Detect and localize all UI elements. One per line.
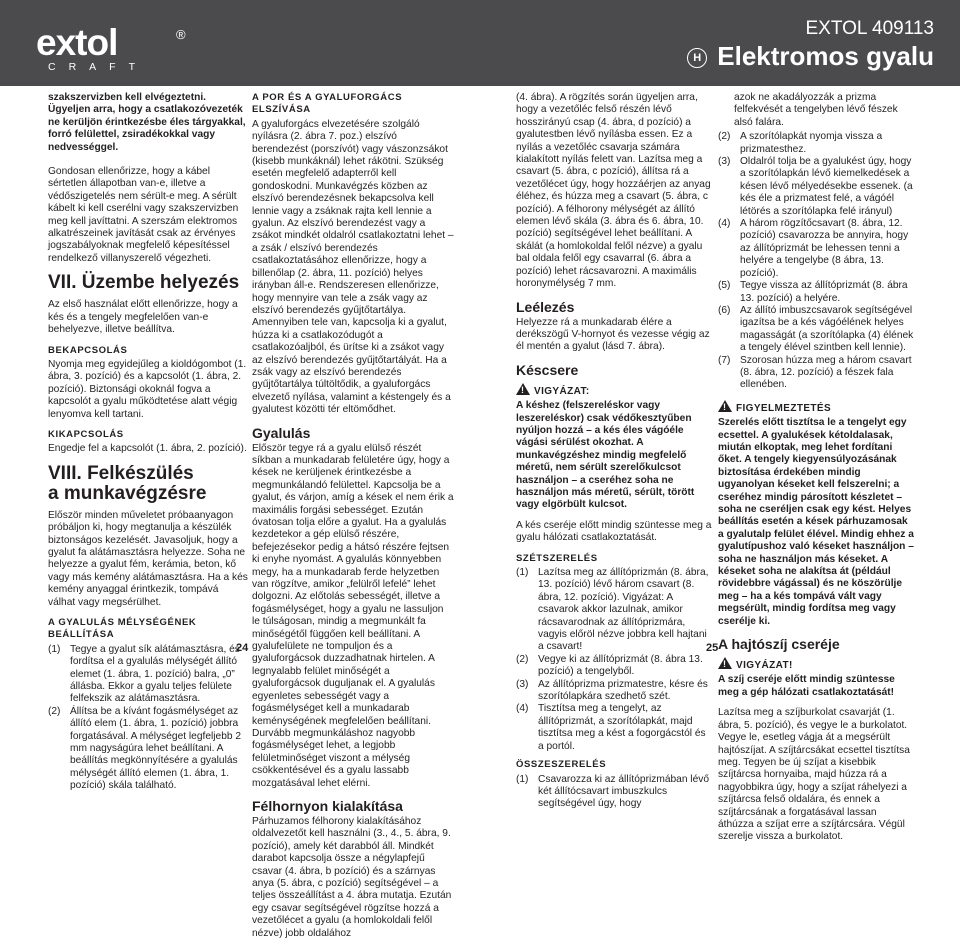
list-item <box>718 131 914 156</box>
paragraph: Párhuzamos félhorony kialakításához oldalvezetőt kell használni (3., 4., 5. ábra, 9. pozíció), amely két darabból áll. Mindkét darabot kapcsolja össze a négylapfejű csavar (4. ábra, b pozíció) és a szárnyas anya (5. ábra, c pozíció) segítségével – a teljes összeállítást a 4. ábra mutatja. Ezután egy csavar segítségével rögzítse hozzá a vezetőlécet a gyalu (a homlokoldali felől nézve) jobb oldalához <box>252 815 452 939</box>
section-heading: Gyalulás <box>252 424 311 441</box>
item-number: (1) <box>516 773 529 785</box>
item-number: (4) <box>718 218 731 230</box>
list-item <box>718 218 914 280</box>
warning-label <box>516 383 712 398</box>
item-text: Tisztítsa meg a tengelyt, az állítóprizmát, a szorítólapkát, majd tisztítsa meg a kést a fogorgácstól és a portól. <box>538 703 706 752</box>
warning-text: VIGYÁZAT: <box>534 385 590 397</box>
list-item <box>516 654 712 679</box>
paragraph: Engedje fel a kapcsolót (1. ábra, 2. pozíció). <box>48 443 247 455</box>
list-item <box>718 280 914 305</box>
item-text: A szorítólapkát nyomja vissza a prizmatesthez. <box>740 131 883 155</box>
paragraph: A gyaluforgács elvezetésére szolgáló nyílásra (2. ábra 7. poz.) elszívó berendezést (porszívót) vagy vászonzsákot (kisebb munkáknál) lehet rákötni. Szükség esetén megfelelő adapterről kell gondoskodni. Munkavégzés közben az elszívó berendezésnek bekapcsolva kell lennie vagy a zsáknak rajta kell lennie a gyalun. Az elszívó berendezést vagy a zsákot mindkét oldalról csatlakoztatni lehet – a zsák / elszívó berendezés csatlakoztatásához ellenőrizze, hogy a billenőlap (2. ábra, 11. pozíció) helyes irányban áll-e. Rendszeresen ellenőrizze, hogy mennyire van tele a zsák vagy az elszívó berendezés gyűjtőtartálya. Amennyiben tele van, kapcsolja ki a gyalut, húzza ki a csatlakozódugót a csatlakozóaljból, és ürítse ki a zsákot vagy az elszívó berendezés gyűjtőtartályát. Ha a zsák vagy az elszívó berendezés gyűjtőtartálya túltöltődik, a gyaluforgács elvezető nyílása, valamint a késtengely és a gyalutest közötti tér eltömődhet. <box>252 118 454 416</box>
list-item <box>516 774 712 811</box>
warning-icon <box>516 383 530 395</box>
page-number-right: 25 <box>706 642 719 654</box>
column-4 <box>718 92 914 852</box>
paragraph: Az első használat előtt ellenőrizze, hogy a kés és a tengely megfelelően van-e behelyezve, illetve beállítva. <box>48 299 238 336</box>
paragraph: (4. ábra). A rögzítés során ügyeljen arra, hogy a vezetőléc felső részén lévő hosszirányú csap (4. ábra, d pozíció) a gyalutestben lévő nyílásba essen. Ez a nyílás a vezetőléc csavarja számára kialakított nyílás felett van. Lazítsa meg a csavart (5. ábra, c pozíció), állítsa rá a vezetőlécet úgy, hogy hozzáérjen az anyag éléhez, és húzza meg a csavart (5. ábra, c pozíció). A félhorony mélységét az állító elemen lévő skála (3. ábra és 6. ábra, 10. pozíció) segítségével lehet beállítani. A skálát (a homlokoldal felől nézve) a gyalu bal oldala felől egy csavarral (6. ábra a pozíció) lehet rácsavarozni. A maximális horonymélység 7 mm. <box>516 92 711 290</box>
paragraph: Először tegye rá a gyalu elülső részét síkban a munkadarab felületére úgy, hogy a kések ne kerüljenek érintkezésbe a megmunkálandó felülettel. Kapcsolja be a gyalut, és várjon, amíg a kések el nem érik a maximális forgási sebességet. Ezután óvatosan tolja előre a gyalut. Ha a gyalulás kezdetekor a gép elülső részére, befejezésekor pedig a hátsó részére fejtsen ki enyhe nyomást. A gyalulás könnyebben megy, ha a munkadarab ferde helyzetben van rögzítve, amikor „felülről lefelé” lehet dolgozni. Az előtolás sebességét, illetve a fogásmélységet, hogy a gyalu ne lassuljon le túlságosan, mindig a megmunkált fa minőségétől függően kell beállítani. A gyalufelülete ne tompuljon és a gyaluforgácsok duzzadhatnak hirtelen. A legnyalabb felület minőségét a gyaluforgácsok duguljanak el. A gyalulás egyenletes sebességét vagy a fogásmélységet kell a munkadarab keménységének megfelelően beállítani. Durvább megmunkáláshoz nagyobb fogásmélységet lehet, a legjobb felületminőséget viszont a mélység csökkentésével és a gyalu lassabb mozgatásával lehet elérni. <box>252 442 454 789</box>
column-2 <box>252 92 454 948</box>
product-heading <box>687 18 934 71</box>
product-title-line <box>687 41 934 71</box>
item-text: Tegye a gyalut sík alátámasztásra, és fordítsa el a gyalulás mélységét állító elemet (1. ábra, 1. pozíció) balra, „0” állásba. Ekkor a gyalu teljes felülete felfekszik az alátámasztásra. <box>70 643 240 705</box>
list-item <box>718 156 914 218</box>
language-badge: H <box>687 48 707 68</box>
paragraph: Szerelés előtt tisztítsa le a tengelyt egy ecsettel. A gyalukések kétoldalasak, miután elkoptak, meg lehet fordítani őket. A tengely kiegyensúlyozásának biztosítása érdekében mindig ugyanolyan késeket kell felszerelni; a cseréhez mindig párosított készletet – soha ne cseréljen csak egy kést. Helyes beállítás esetén a kések párhuzamosak a gyalutalp felület élével. Mindig ehhez a gyalutípushoz való késeket használjon – soha ne használjon más késeket. A késeket soha ne alakítsa át (például rövidebbre vágással) és ne köszörülje meg – ha a kés tompává vált vagy megsérült, mindig fordítsa meg vagy cserélje ki. <box>718 417 914 627</box>
subheading: BEKAPCSOLÁS <box>48 344 128 356</box>
warning-label <box>718 657 914 672</box>
paragraph: A késhez (felszereléskor vagy leszereléskor) csak védőkesztyűben nyúljon hozzá – a kés éles vágóéle vágási sérülést okozhat. A munkavégzéshez mindig megfelelő méretű, nem sérült szerelőkulcsot használjon – a cseréhez soha ne használjon más méretű, sérült, törött vagy elgörbült kulcsot. <box>516 400 695 511</box>
column-1 <box>48 92 248 793</box>
subheading: KIKAPCSOLÁS <box>48 428 124 440</box>
item-text: Állítsa be a kívánt fogásmélységet az állító elem (1. ábra, 1. pozíció) jobbra forgatásával. A mélységet legfeljebb 2 mm nagyságúra lehet beállítani. A beállítás megkönnyítésére a gyalulás mélységét állító elemen (1. ábra, 1. pozíció) skála található. <box>70 705 242 792</box>
paragraph: szakszervizben kell elvégeztetni. Ügyeljen arra, hogy a csatlakozóvezeték ne kerüljön érintkezésbe éles tárgyakkal, forró felülettel, zsiradékokkal vagy nedvességgel. <box>48 92 246 153</box>
item-text: Csavarozza ki az állítóprizmában lévő két állítócsavart imbuszkulcs segítségével úgy, hogy <box>538 773 709 810</box>
subheading: SZÉTSZERELÉS <box>516 552 598 564</box>
list-item <box>516 567 712 654</box>
warning-label <box>718 400 914 415</box>
list-item <box>718 305 914 355</box>
list-item <box>516 679 712 704</box>
item-number: (3) <box>516 678 529 690</box>
paragraph: Helyezze rá a munkadarab élére a derékszögű V-hornyot és vezesse végig az él mentén a gyalut (lásd 7. ábra). <box>516 316 710 353</box>
section-heading: VIII. Felkészülés <box>48 462 194 484</box>
header-bar <box>0 0 960 86</box>
subheading: A POR ÉS A GYALUFORGÁCS ELSZÍVÁSA <box>252 92 403 116</box>
paragraph: A kés cseréje előtt mindig szüntesse meg a gyalu hálózati csatlakoztatását. <box>516 519 712 544</box>
paragraph: A szíj cseréje előtt mindig szüntesse meg a gép hálózati csatlakoztatását! <box>718 674 895 698</box>
page-number-left: 24 <box>236 642 249 654</box>
item-number: (3) <box>718 156 731 168</box>
item-text: Tegye vissza az állítóprizmát (8. ábra 13. pozíció) a helyére. <box>740 280 908 304</box>
registered-mark: ® <box>176 27 186 42</box>
section-heading: Leélezés <box>516 298 575 315</box>
item-text: A három rögzítőcsavart (8. ábra, 12. pozíció) csavarozza be annyira, hogy az állítóprizmát be lehessen tenni a helyére a tengelybe (8 ábra, 13. pozíció). <box>740 218 909 279</box>
item-text: Oldalról tolja be a gyalukést úgy, hogy a szorítólapkán lévő kiemelkedések a késen lévő mélyedésekbe essenek. (a kés éle a prizmatest felé, a vágóél létörés a szorítólapka felé irányul) <box>740 156 913 217</box>
section-heading: Félhornyon kialakítása <box>252 797 403 814</box>
product-title: Elektromos gyalu <box>717 41 934 71</box>
product-model: EXTOL 409113 <box>805 18 934 39</box>
item-number: (7) <box>718 354 731 366</box>
item-number: (4) <box>516 703 529 715</box>
paragraph: Gondosan ellenőrizze, hogy a kábel sértetlen állapotban van-e, illetve a védőszigetelés nem sérült-e meg. A sérült kábelt ki kell cserélni vagy szakszervizben meg kell javíttatni. A szerszám elektromos alkatrészeinek javítását csak az érvényes jogszabályoknak megfelelő képesítéssel rendelkező villanyszerelő végezheti. <box>48 166 239 264</box>
column-3 <box>516 92 712 811</box>
paragraph: Először minden műveletet próbaanyagon próbáljon ki, hogy megtanulja a készülék biztonságos kezelését. Javasoljuk, hogy a gyalut fa alátámasztásra helyezze. Soha ne helyezze a gyalut fém, kerámia, beton, kő vagy más kemény alátámasztásra. Ha a kés kemény anyaggal érintkezik, tompává válhat vagy megsérülhet. <box>48 509 248 608</box>
list-item <box>48 644 248 706</box>
warning-icon <box>718 657 732 669</box>
subheading: A GYALULÁS MÉLYSÉGÉNEK BEÁLLÍTÁSA <box>48 617 197 641</box>
item-number: (6) <box>718 304 731 316</box>
warning-text: VIGYÁZAT! <box>736 660 793 672</box>
item-number: (2) <box>48 705 61 717</box>
warning-text: FIGYELMEZTETÉS <box>736 402 832 414</box>
section-heading: a munkavégzésre <box>48 482 207 504</box>
subheading: ÖSSZESZERELÉS <box>516 759 607 771</box>
item-number: (2) <box>516 653 529 665</box>
section-heading: A hajtószíj cseréje <box>718 636 840 653</box>
item-number: (1) <box>516 567 529 578</box>
section-heading: Késcsere <box>516 361 579 378</box>
paragraph: azok ne akadályozzák a prizma felfekvését a tengelyben lévő fészek alsó falára. <box>734 92 898 128</box>
section-heading: VII. Üzembe helyezés <box>48 272 240 294</box>
item-number: (1) <box>48 643 61 655</box>
brand-logo <box>36 24 196 72</box>
paragraph: Nyomja meg egyidejűleg a kioldógombot (1. ábra, 3. pozíció) és a kapcsolót (1. ábra, 2. pozíció). Biztonsági okoknál fogva a kapcsolót a gyalu működtetése alatt végig lenyomva kell tartani. <box>48 358 247 420</box>
logo-subtitle: CRAFT <box>48 61 148 73</box>
item-number: (5) <box>718 280 731 292</box>
list-item <box>516 703 712 753</box>
item-text: Vegye ki az állítóprizmát (8. ábra 13. pozíció) a tengelyből. <box>538 653 703 678</box>
list-item <box>48 706 248 793</box>
item-text: Az állítóprizma prizmatestre, késre és szorítólapkára szedhető szét. <box>538 678 708 703</box>
logo-wordmark: extol <box>36 22 118 63</box>
item-text: Szorosan húzza meg a három csavart (8. ábra, 12. pozíció) a fészek fala ellenében. <box>740 354 912 391</box>
item-number: (2) <box>718 131 731 143</box>
item-text: Az állító imbuszcsavarok segítségével igazítsa be a kés vágóélének helyes magasságát (a szorítólapka (4) élének a tengely élével szintben kell lennie). <box>740 304 914 354</box>
item-text: Lazítsa meg az állítóprizmán (8. ábra, 13. pozíció) lévő három csavart (8. ábra, 12. pozíció). Vigyázat: A csavarok akkor lazulnak, amikor rácsavarodnak az állítóprizmára, vagyis előröl nézve jobbra kell hajtani a csavart! <box>538 567 709 653</box>
paragraph: Lazítsa meg a szíjburkolat csavarját (1. ábra, 5. pozíció), és vegye le a burkolatot. Vegye le, esetleg vágja át a megsérült hajtószíjat. A szíjtárcsákat ecsettel tisztítsa meg. Tegyen be új szíjat a kisebbik szíjtárcsa hornyaiba, majd húzza rá a nagyobbikra úgy, hogy a szíjat ráhelyezi a szíjtárcsa felső oldalára, és ennek a szíjtárcsának a forgatásával lassan áthúzza a szíjat erre a szíjtárcsára. Végül szerelje vissza a burkolatot. <box>718 707 910 843</box>
list-item <box>718 355 914 392</box>
warning-icon <box>718 400 732 412</box>
